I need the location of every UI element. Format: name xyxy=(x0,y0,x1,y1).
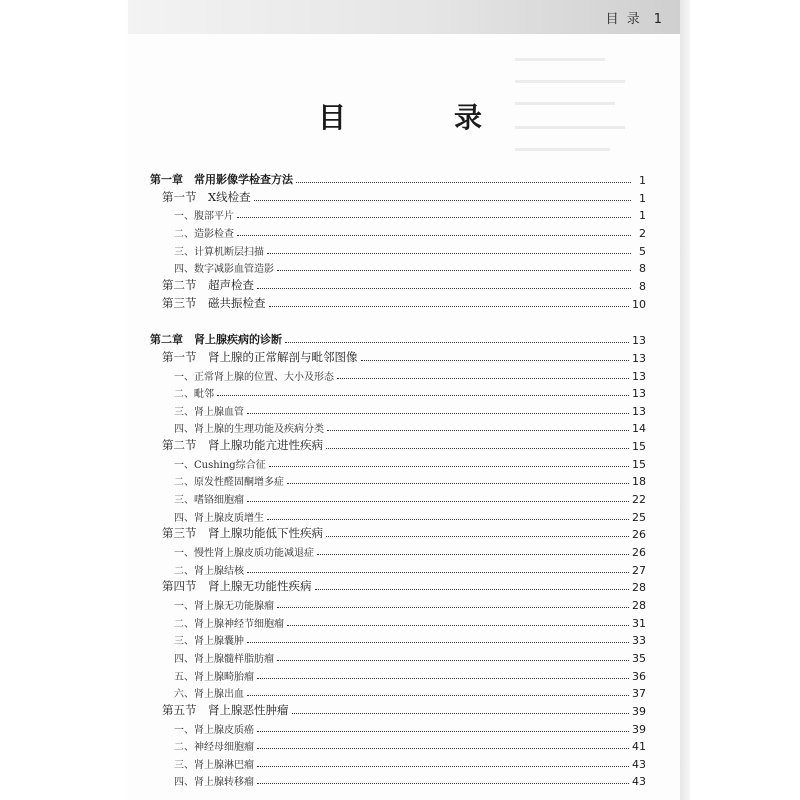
dot-leader xyxy=(267,518,629,520)
toc-entry-label: 四、肾上腺髓样脂肪瘤 xyxy=(174,653,274,665)
toc-item-entry[interactable] xyxy=(150,454,646,471)
header-label: 目 录 xyxy=(605,12,642,27)
page-title: 目 录 xyxy=(317,101,522,134)
toc-item-entry[interactable] xyxy=(150,241,646,258)
toc-page-number: 15 xyxy=(632,457,646,471)
dot-leader xyxy=(269,465,629,467)
toc-entry-label: 三、肾上腺淋巴瘤 xyxy=(174,759,254,771)
toc-item-entry[interactable] xyxy=(150,542,646,559)
dot-leader xyxy=(257,677,629,679)
toc-item-entry[interactable] xyxy=(150,719,646,736)
toc-section-entry[interactable] xyxy=(150,294,646,311)
toc-page-number: 28 xyxy=(632,581,646,595)
toc-page-number: 22 xyxy=(632,493,646,507)
toc-page-number: 41 xyxy=(632,740,646,754)
toc-item-entry[interactable] xyxy=(150,223,646,240)
toc-entry-label: 一、腹部平片 xyxy=(174,211,234,223)
dot-leader xyxy=(317,553,629,555)
toc-page-number: 8 xyxy=(639,262,646,276)
toc-page-number: 2 xyxy=(639,226,646,240)
toc-item-entry[interactable] xyxy=(150,560,646,577)
toc-entry-label: 第三节 肾上腺功能低下性疾病 xyxy=(162,526,323,541)
show-through-line xyxy=(515,148,610,151)
toc-item-entry[interactable] xyxy=(150,648,646,665)
header-page-number: 1 xyxy=(653,12,664,27)
toc-entry-label: 第二节 超声检查 xyxy=(162,277,254,292)
toc-item-entry[interactable] xyxy=(150,666,646,683)
toc-item-entry[interactable] xyxy=(150,771,646,788)
toc-page-number: 8 xyxy=(639,279,646,293)
dot-leader xyxy=(257,747,629,749)
toc-entry-label: 三、肾上腺血管 xyxy=(174,406,244,418)
toc-item-entry[interactable] xyxy=(150,630,646,647)
toc-entry-label: 第一章 常用影像学检查方法 xyxy=(150,173,293,186)
toc-entry-label: 四、肾上腺皮质增生 xyxy=(174,512,264,524)
toc-entry-label: 二、毗邻 xyxy=(174,389,214,401)
dot-leader xyxy=(257,287,631,289)
toc-item-entry[interactable] xyxy=(150,507,646,524)
toc-page-number: 39 xyxy=(632,722,646,736)
toc-item-entry[interactable] xyxy=(150,754,646,771)
toc-chapter-entry[interactable] xyxy=(150,330,646,347)
dot-leader xyxy=(247,412,629,414)
dot-leader xyxy=(247,500,629,502)
toc-item-entry[interactable] xyxy=(150,258,646,275)
toc-entry-label: 二、神经母细胞瘤 xyxy=(174,742,254,754)
toc-section-entry[interactable] xyxy=(150,436,646,453)
toc-item-entry[interactable] xyxy=(150,613,646,630)
toc-page-number: 1 xyxy=(639,174,646,187)
toc-page-number: 26 xyxy=(632,546,646,559)
toc-page-number: 1 xyxy=(639,209,646,223)
toc-item-entry[interactable] xyxy=(150,683,646,700)
dot-leader xyxy=(326,535,629,537)
toc-section-entry[interactable] xyxy=(150,188,646,205)
dot-leader xyxy=(254,199,631,201)
toc-page-number: 36 xyxy=(632,669,646,683)
show-through-line xyxy=(515,80,625,83)
toc-entry-label: 一、肾上腺皮质癌 xyxy=(174,724,254,736)
toc-section-entry[interactable] xyxy=(150,577,646,594)
toc-entry-label: 三、计算机断层扫描 xyxy=(174,246,264,258)
toc-page-number: 18 xyxy=(632,475,646,489)
toc-entry-label: 第四节 肾上腺无功能性疾病 xyxy=(162,579,312,594)
toc-entry-label: 三、肾上腺囊肿 xyxy=(174,636,244,648)
toc-entry-label: 五、肾上腺畸胎瘤 xyxy=(174,671,254,683)
dot-leader xyxy=(326,447,629,449)
toc-page-number: 25 xyxy=(632,510,646,524)
toc-section-entry[interactable] xyxy=(150,524,646,541)
toc-entry-label: 三、嗜铬细胞瘤 xyxy=(174,495,244,507)
dot-leader xyxy=(277,659,629,661)
dot-leader xyxy=(257,730,629,732)
toc-page-number: 13 xyxy=(632,334,646,348)
toc-entry-label: 第五节 肾上腺恶性肿瘤 xyxy=(162,702,289,717)
toc-entry-label: 四、肾上腺转移瘤 xyxy=(174,777,254,789)
toc-entry-label: 六、肾上腺出血 xyxy=(174,689,244,701)
toc-page-number: 13 xyxy=(632,387,646,401)
toc-item-entry[interactable] xyxy=(150,383,646,400)
toc-entry-label: 二、肾上腺神经节细胞瘤 xyxy=(174,618,284,630)
toc-page-number: 43 xyxy=(632,757,646,771)
toc-page-number: 14 xyxy=(632,422,646,436)
toc-item-entry[interactable] xyxy=(150,489,646,506)
toc-item-entry[interactable] xyxy=(150,471,646,488)
toc-chapter-entry[interactable] xyxy=(150,170,646,187)
toc-section-entry[interactable] xyxy=(150,348,646,365)
toc-entry-label: 第一节 X线检查 xyxy=(162,189,251,204)
dot-leader xyxy=(247,694,629,696)
toc-entry-label: 二、肾上腺结核 xyxy=(174,565,244,577)
dot-leader xyxy=(217,394,629,396)
toc-page-number: 5 xyxy=(639,244,646,258)
toc-entry-label: 第二章 肾上腺疾病的诊断 xyxy=(150,333,282,347)
dot-leader xyxy=(237,234,631,236)
dot-leader xyxy=(247,571,629,573)
dot-leader xyxy=(267,252,631,254)
toc-page-number: 15 xyxy=(632,440,646,454)
toc-page-number: 26 xyxy=(632,528,646,542)
dot-leader xyxy=(277,269,631,271)
dot-leader xyxy=(315,588,630,590)
toc-page-number: 10 xyxy=(632,297,646,311)
toc-page-number: 43 xyxy=(632,775,646,789)
toc-entry-label: 一、正常肾上腺的位置、大小及形态 xyxy=(174,371,334,383)
dot-leader xyxy=(292,712,630,714)
toc-entry-label: 四、数字减影血管造影 xyxy=(174,264,274,276)
dot-leader xyxy=(285,341,629,343)
dot-leader xyxy=(237,216,631,218)
dot-leader xyxy=(257,782,629,784)
dot-leader xyxy=(287,482,629,484)
dot-leader xyxy=(247,641,629,643)
toc-entry-label: 四、肾上腺的生理功能及疾病分类 xyxy=(174,424,324,436)
toc-item-entry[interactable] xyxy=(150,418,646,435)
toc-section-entry[interactable] xyxy=(150,701,646,718)
toc-item-entry[interactable] xyxy=(150,595,646,612)
toc-entry-label: 第二节 肾上腺功能亢进性疾病 xyxy=(162,438,323,453)
toc-page-number: 28 xyxy=(632,598,646,612)
dot-leader xyxy=(287,624,629,626)
toc-entry-label: 一、慢性肾上腺皮质功能减退症 xyxy=(174,548,314,559)
toc-page-number: 13 xyxy=(632,369,646,383)
toc-section-entry[interactable] xyxy=(150,276,646,293)
toc-entry-label: 二、造影检查 xyxy=(174,228,234,240)
toc-item-entry[interactable] xyxy=(150,366,646,383)
toc-entry-label: 一、肾上腺无功能腺瘤 xyxy=(174,600,274,612)
show-through-line xyxy=(515,58,605,61)
dot-leader xyxy=(257,765,629,767)
dot-leader xyxy=(327,429,629,431)
dot-leader xyxy=(337,377,629,379)
header-label-wrap xyxy=(606,8,664,27)
toc-page-number: 37 xyxy=(632,687,646,701)
toc-page-number: 27 xyxy=(632,563,646,577)
toc-page-number: 1 xyxy=(639,191,646,205)
running-header xyxy=(128,0,680,34)
toc-item-entry[interactable] xyxy=(150,205,646,222)
toc-page-number: 33 xyxy=(632,634,646,648)
toc-entry-label: 一、Cushing综合征 xyxy=(174,459,266,471)
toc-page-number: 13 xyxy=(632,404,646,418)
toc-item-entry[interactable] xyxy=(150,401,646,418)
toc-page-number: 31 xyxy=(632,616,646,630)
toc-item-entry[interactable] xyxy=(150,736,646,753)
dot-leader xyxy=(277,606,629,608)
toc-entry-label: 第一节 肾上腺的正常解剖与毗邻图像 xyxy=(162,349,358,364)
toc-page-number: 39 xyxy=(632,704,646,718)
dot-leader xyxy=(361,359,630,361)
toc-entry-label: 二、原发性醛固酮增多症 xyxy=(174,477,284,489)
toc-entry-label: 第三节 磁共振检查 xyxy=(162,295,266,310)
dot-leader xyxy=(269,305,630,307)
toc-page-number: 35 xyxy=(632,651,646,665)
toc-page-number: 13 xyxy=(632,351,646,365)
dot-leader xyxy=(296,181,631,183)
